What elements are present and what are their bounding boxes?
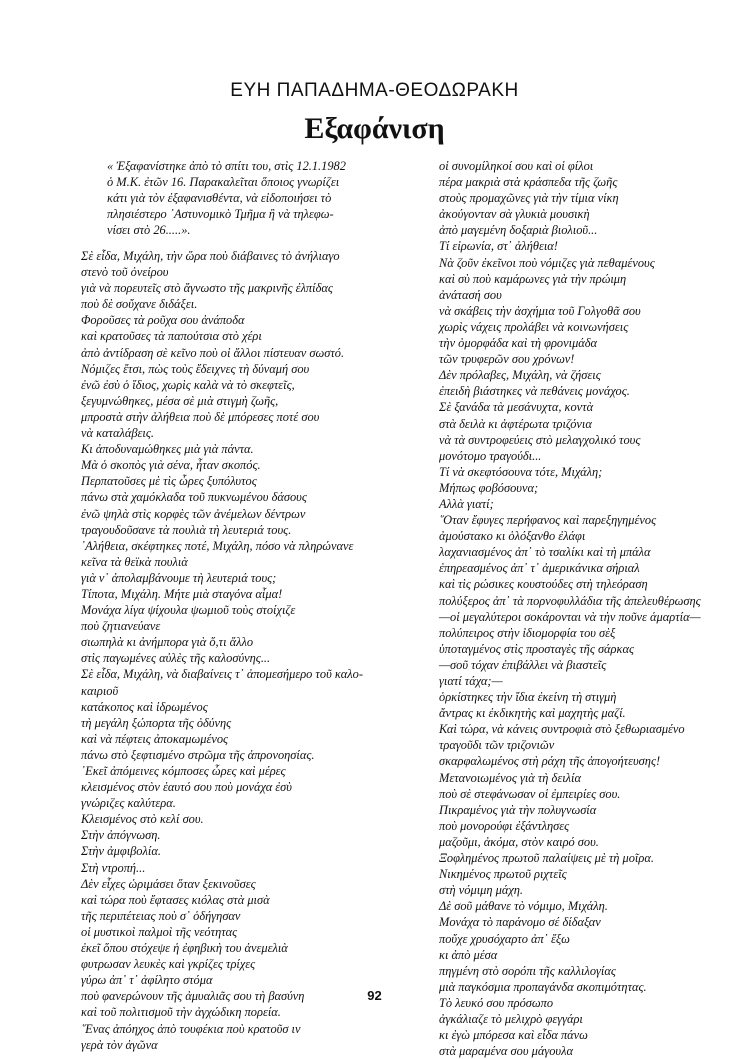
verse-line: πηγμένη στὸ σορόπι τῆς καλλιλογίας: [439, 963, 616, 978]
verse-line: κεῖνα τὰ θεϊκὰ πουλιὰ: [81, 554, 188, 569]
verse-line: ποὺ μονορούφι ἐξάντλησες: [439, 818, 570, 833]
verse-line: Μονάχα τὸ παράνομο σέ δίδαξαν: [439, 915, 601, 930]
verse-line: Δὲν πρόλαβες, Μιχάλη, νὰ ζήσεις: [439, 368, 601, 383]
verse-line: Περπατοῦσες μὲ τὶς ὧρες ξυπόλυτος: [81, 474, 257, 489]
verse-line: Μετανοιωμένος γιὰ τὴ δειλία: [439, 770, 581, 785]
verse-line: ποὺ σὲ στεφάνωσαν οἱ ἐμπειρίες σου.: [439, 786, 621, 801]
verse-line: ποὔχε χρυσόχαρτο ἀπ᾿ ἔξω: [439, 931, 570, 946]
verse-line: ἀμούστακο κι ὁλόξανθο ἐλάφι: [439, 529, 586, 544]
verse-line: στὴ νόμιμη μάχη.: [439, 883, 524, 898]
verse-line: Τί εἰρωνία, στ᾿ ἀλήθεια!: [439, 239, 558, 254]
verse-line: στοὺς προμαχῶνες γιὰ τὴν τίμια νίκη: [439, 191, 619, 206]
verse-line: λαχανιασμένος ἀπ᾿ τὸ τσαλίκι καὶ τὴ μπάλα: [439, 545, 651, 560]
verse-line: γιὰ νὰ πορευτεῖς στὸ ἄγνωστο τῆς μακρινῆς ἐλπίδας: [81, 281, 333, 296]
verse-line: ποὺ φανερώνουν τῆς ἀμυαλιᾶς σου τὴ βασύνη: [81, 989, 305, 1004]
verse-line: ὁ Μ.Κ. ἐτῶν 16. Παρακαλεῖται ὅποιος γνωρίζει: [107, 175, 340, 190]
verse-line: Στὴ ντροπή...: [81, 860, 146, 875]
verse-line: ξεγυμνώθηκες, μέσα σὲ μιὰ στιγμὴ ζωῆς,: [81, 393, 279, 408]
verse-line: γύρω ἀπ᾿ τ᾿ ἀφίλητο στόμα: [81, 973, 213, 988]
verse-line: στενὸ τοῦ ὀνείρου: [81, 265, 169, 280]
verse-line: τὴ μεγάλη ξώπορτα τῆς ὀδύνης: [81, 715, 232, 730]
verse-line: καὶ τὶς ρώσικες κουστούδες στὴ τηλεόραση: [439, 577, 648, 592]
verse-line: ποὺ ζητιανεύανε: [81, 619, 161, 634]
verse-line: κλεισμένος στὸν ἑαυτό σου ποὺ μονάχα ἐσὺ: [81, 780, 292, 795]
verse-line: Νὰ ζοῦν ἐκεῖνοι ποὺ νόμιζες γιὰ πεθαμένους: [439, 255, 655, 270]
verse-line: στὶς παγωμένες αὐλὲς τῆς καλοσύνης...: [81, 651, 271, 666]
verse-line: φυτρωσαν λευκὲς καὶ γκρίζες τρίχες: [81, 957, 256, 972]
verse-line: μαζοῦμι, ἀκόμα, στὸν καιρό σου.: [439, 834, 599, 849]
verse-line: « Ἐξαφανίστηκε ἀπὸ τὸ σπίτι του, στὶς 12.1.1982: [107, 159, 346, 173]
verse-line: Μὰ ὁ σκοπὸς γιὰ σένα, ἦταν σκοπός.: [81, 458, 261, 473]
verse-line: πέρα μακριὰ στὰ κράσπεδα τῆς ζωῆς: [439, 175, 618, 190]
verse-line: νὰ καταλάβεις.: [81, 426, 154, 441]
verse-line: Φοροῦσες τὰ ροῦχα σου ἀνάποδα: [81, 313, 245, 328]
verse-line: ἀκούγονταν σὰ γλυκιὰ μουσικὴ: [439, 207, 590, 222]
verse-line: Ξοφλημένος πρωτοῦ παλαίψεις μὲ τὴ μοῖρα.: [439, 851, 654, 866]
verse-line: νίσει στὸ 26.....».: [107, 223, 191, 238]
verse-line: μιὰ παγκόσμια προπαγάνδα σκοπιμότητας.: [439, 979, 647, 994]
verse-line: Στὴν ἀμφιβολία.: [81, 844, 161, 859]
verse-line: Δὲ σοῦ μάθανε τὸ νόμιμο, Μιχάλη.: [439, 899, 608, 914]
verse-line: κατάκοπος καὶ ἱδρωμένος: [81, 699, 208, 714]
verse-line: Κι ἀποδυναμώθηκες μιὰ γιὰ πάντα.: [81, 442, 254, 457]
verse-line: πάνω στὰ χαμόκλαδα τοῦ πυκνωμένου δάσους: [81, 490, 307, 505]
verse-line: οἱ μυστικοὶ παλμοὶ τῆς νεότητας: [81, 924, 238, 939]
verse-line: πολύπειρος στὴν ἰδιομορφία του σὲξ: [439, 625, 616, 640]
verse-line: ᾿Αλήθεια, σκέφτηκες ποτέ, Μιχάλη, πόσο νὰ πληρώνανε: [81, 538, 354, 553]
verse-line: —σοῦ τόχαν ἐπιβάλλει νὰ βιαστεῖς: [439, 657, 607, 672]
verse-line: γερὰ τὸν ἀγῶνα: [81, 1037, 158, 1052]
verse-line: —οἱ μεγαλύτεροι σοκάρονται νὰ τὴν ποῦνε ἁμαρτία—: [439, 609, 701, 624]
verse-line: Τί νὰ σκεφτόσουνα τότε, Μιχάλη;: [439, 464, 603, 479]
verse-line: ἐκεῖ ὅπου στόχεψε ἡ ἐφηβικὴ του ἀνεμελιὰ: [81, 941, 288, 956]
verse-line: γιὰ ν᾿ ἀπολαμβάνουμε τὴ λευτεριά τους;: [81, 570, 277, 585]
verse-line: στὰ μαραμένα σου μάγουλα: [439, 1044, 573, 1059]
verse-line: γνώριζες καλύτερα.: [81, 796, 176, 811]
verse-line: Κλεισμένος στὸ κελί σου.: [81, 812, 204, 827]
verse-line: Νικημένος πρωτοῦ ριχτεῖς: [439, 867, 567, 882]
verse-line: ἄντρας κι ἐκδικητὴς καὶ μαχητὴς μαζί.: [439, 706, 626, 721]
poem-left-column: [81, 248, 363, 1053]
verse-line: καὶ νὰ πέφτεις ἀποκαμωμένος: [81, 731, 229, 746]
verse-line: ἀγκάλιαζε τὸ μελιχρὸ φεγγάρι: [439, 1011, 583, 1026]
verse-line: Σὲ ξανάδα τὰ μεσάνυχτα, κοντὰ: [439, 400, 594, 415]
poem-title: Εξαφάνιση: [304, 112, 445, 145]
verse-line: ἀπὸ ἀντίδραση σὲ κεῖνο ποὺ οἱ ἄλλοι πίστευαν σωστό.: [81, 345, 345, 360]
verse-line: πλησιέστερο ᾿Αστυνομικὸ Τμῆμα ἢ νὰ τηλεφω-: [107, 207, 334, 222]
verse-line: Μήπως φοβόσουνα;: [439, 480, 539, 495]
verse-line: Αλλὰ γιατί;: [439, 496, 494, 511]
verse-line: κάτι γιὰ τὸν ἐξαφανισθέντα, νὰ εἰδοποιήσει τὸ: [107, 191, 332, 206]
verse-line: στὰ δειλὰ κι ἀφτέρωτα τριζόνια: [439, 416, 592, 431]
poem-right-column: [439, 158, 701, 1059]
verse-line: τραγοῦδι τῶν τριζονιῶν: [439, 738, 555, 753]
verse-line: Στὴν ἀπόγνωση.: [81, 828, 161, 843]
verse-line: νὰ τὰ συντροφεύεις στὸ μελαγχολικό τους: [439, 432, 641, 447]
verse-line: ὑποταγμένος στὶς προσταγὲς τῆς σάρκας: [439, 641, 634, 656]
verse-line: Δὲν εἶχες ὡριμάσει ὅταν ξεκινοῦσες: [81, 876, 256, 891]
verse-line: Σὲ εἶδα, Μιχάλη, νὰ διαβαίνεις τ᾿ ἀπομεσήμερο τοῦ καλο-: [81, 667, 363, 682]
verse-line: Τίποτα, Μιχάλη. Μήτε μιὰ σταγόνα αἷμα!: [81, 586, 283, 601]
verse-line: καὶ τοῦ πολιτισμοῦ τὴν ἀγχώδικη πορεία.: [81, 1005, 281, 1020]
verse-line: καὶ σὺ ποὺ καμάρωνες γιὰ τὴν πρώιμη: [439, 271, 627, 286]
verse-line: Νόμιζες ἔτσι, πὼς τοὺς ἔδειχνες τὴ δύναμή σου: [81, 361, 310, 376]
verse-line: χωρὶς νάχεις προλάβει νὰ κοινωνήσεις: [439, 319, 629, 334]
verse-line: σιωπηλὰ κι ἀνήμπορα γιὰ ὅ,τι ἄλλο: [81, 635, 254, 650]
verse-line: κι ἐγὼ μπόρεσα καὶ εἶδα πάνω: [439, 1028, 588, 1043]
verse-line: καιριοῦ: [81, 683, 119, 698]
verse-line: ἐπηρεασμένος ἀπ᾿ τ᾿ ἀμερικάνικα σήριαλ: [439, 561, 640, 576]
verse-line: ποὺ δὲ σοὔχανε διδάξει.: [81, 297, 198, 312]
verse-line: τῶν τρυφερῶν σου χρόνων!: [439, 352, 575, 367]
verse-line: ῞Ενας ἀπόηχος ἀπὸ τουφέκια ποὺ κρατοῦσ ιν: [81, 1021, 301, 1036]
verse-line: ἀνάτασή σου: [439, 287, 502, 302]
verse-line: τῆς περιπέτειας ποὺ σ᾿ ὁδήγησαν: [81, 908, 241, 923]
intro-quote: [107, 158, 346, 238]
verse-line: ἀπὸ μαγεμένη δοξαριὰ βιολιοῦ...: [439, 223, 598, 238]
page-number: 92: [367, 988, 382, 1003]
verse-line: γιατί τάχα;—: [439, 674, 503, 688]
verse-line: νὰ σκάβεις τὴν ἀσχήμια τοῦ Γολγοθᾶ σου: [439, 303, 641, 318]
verse-line: τὴν ὀμορφάδα καὶ τὴ φρονιμάδα: [439, 336, 598, 351]
verse-line: σκαρφαλωμένος στὴ ράχη τῆς ἀπογοήτευσης!: [439, 754, 661, 769]
verse-line: καὶ τώρα ποὺ ἔφτασες κιόλας στὰ μισὰ: [81, 892, 270, 907]
verse-line: ἐπειδὴ βιάστηκες νὰ πεθάνεις μονάχος.: [439, 384, 630, 399]
verse-line: ἐνῶ ψηλὰ στὶς κορφὲς τῶν ἀνέμελων δέντρων: [81, 506, 306, 521]
verse-line: μπροστὰ στὴν ἀλήθεια ποὺ δὲ μπόρεσες ποτέ σου: [81, 409, 320, 424]
verse-line: Πικραμένος γιὰ τὴν πολυγνωσία: [439, 802, 597, 817]
verse-line: πάνω στὸ ξεφτισμένο στρῶμα τῆς ἀπρονοησίας.: [81, 747, 315, 762]
verse-line: πολύξερος ἀπ᾿ τὰ πορνοφυλλάδια τῆς ἀπελευθέρωσης: [439, 593, 701, 608]
verse-line: οἱ συνομίληκοί σου καὶ οἱ φίλοι: [439, 159, 594, 173]
verse-line: ῞Οταν ἔφυγες περήφανος καὶ παρεξηγημένος: [439, 513, 657, 528]
verse-line: Καὶ τώρα, νὰ κάνεις συντροφιὰ στὸ ξεθωριασμένο: [439, 722, 685, 737]
verse-line: ᾿Εκεῖ ἀπόμεινες κόμποσες ὧρες καὶ μέρες: [81, 764, 286, 778]
verse-line: ἐνῶ ἐσὺ ὁ ἴδιος, χωρὶς καλὰ νὰ τὸ σκεφτεῖς,: [81, 377, 295, 392]
verse-line: τραγουδοῦσανε τὰ πουλιὰ τὴ λευτεριά τους.: [81, 522, 292, 537]
verse-line: κι ἀπὸ μέσα: [439, 947, 498, 962]
verse-line: ὁρκίστηκες τὴν ἴδια ἐκείνη τὴ στιγμὴ: [439, 690, 617, 705]
verse-line: μονότομο τραγούδι...: [439, 448, 542, 463]
verse-line: καὶ κρατοῦσες τὰ παπούτσια στὸ χέρι: [81, 329, 262, 344]
verse-line: Σὲ εἶδα, Μιχάλη, τὴν ὥρα ποὺ διάβαινες τὸ ἀνήλιαγο: [81, 249, 340, 263]
verse-line: Μονάχα λίγα ψίχουλα ψωμιοῦ τοὺς στοίχιζε: [81, 603, 296, 618]
author-name: ΕΥΗ ΠΑΠΑΔΗΜΑ-ΘΕΟΔΩΡΑΚΗ: [230, 80, 519, 101]
verse-line: Τὸ λευκό σου πρόσωπο: [439, 995, 554, 1010]
